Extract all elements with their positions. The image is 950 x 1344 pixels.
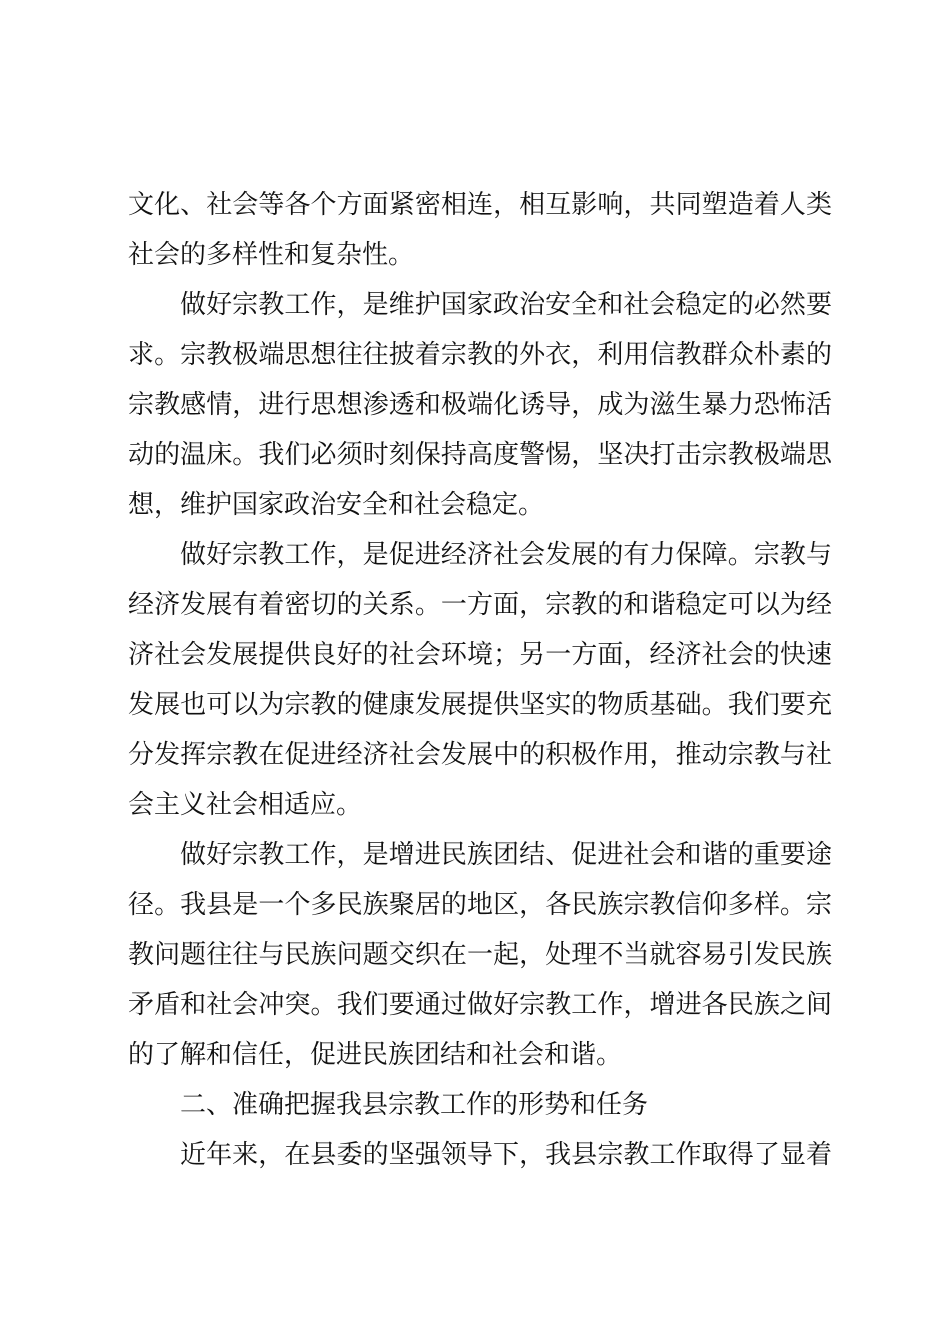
paragraph-recent-achievements	[128, 1130, 832, 1180]
text-line: 经济发展有着密切的关系。一方面，宗教的和谐稳定可以为经	[128, 590, 832, 620]
paragraph-economic-development	[128, 530, 832, 830]
section-heading-text: 二、准确把握我县宗教工作的形势和任务	[180, 1090, 649, 1120]
section-heading	[128, 1080, 832, 1130]
text-line: 动的温床。我们必须时刻保持高度警惕，坚决打击宗教极端思	[128, 440, 832, 470]
document-body	[128, 180, 832, 1180]
text-line: 想，维护国家政治安全和社会稳定。	[128, 490, 545, 520]
text-line: 宗教感情，进行思想渗透和极端化诱导，成为滋生暴力恐怖活	[128, 390, 832, 420]
text-line: 社会的多样性和复杂性。	[128, 240, 415, 270]
text-line: 发展也可以为宗教的健康发展提供坚实的物质基础。我们要充	[128, 690, 832, 720]
text-line: 做好宗教工作，是增进民族团结、促进社会和谐的重要途	[180, 840, 832, 870]
paragraph-political-security	[128, 280, 832, 530]
text-line: 做好宗教工作，是促进经济社会发展的有力保障。宗教与	[180, 540, 832, 570]
paragraph-continuation	[128, 180, 832, 280]
text-line: 矛盾和社会冲突。我们要通过做好宗教工作，增进各民族之间	[128, 990, 832, 1020]
text-line: 求。宗教极端思想往往披着宗教的外衣，利用信教群众朴素的	[128, 340, 832, 370]
text-line: 教问题往往与民族问题交织在一起，处理不当就容易引发民族	[128, 940, 832, 970]
text-line: 会主义社会相适应。	[128, 790, 363, 820]
text-line: 近年来，在县委的坚强领导下，我县宗教工作取得了显着	[180, 1140, 832, 1170]
text-line: 文化、社会等各个方面紧密相连，相互影响，共同塑造着人类	[128, 190, 832, 220]
text-line: 的了解和信任，促进民族团结和社会和谐。	[128, 1040, 623, 1070]
paragraph-ethnic-unity	[128, 830, 832, 1080]
text-line: 分发挥宗教在促进经济社会发展中的积极作用，推动宗教与社	[128, 740, 832, 770]
text-line: 济社会发展提供良好的社会环境；另一方面，经济社会的快速	[128, 640, 832, 670]
text-line: 做好宗教工作，是维护国家政治安全和社会稳定的必然要	[180, 290, 832, 320]
text-line: 径。我县是一个多民族聚居的地区，各民族宗教信仰多样。宗	[128, 890, 832, 920]
